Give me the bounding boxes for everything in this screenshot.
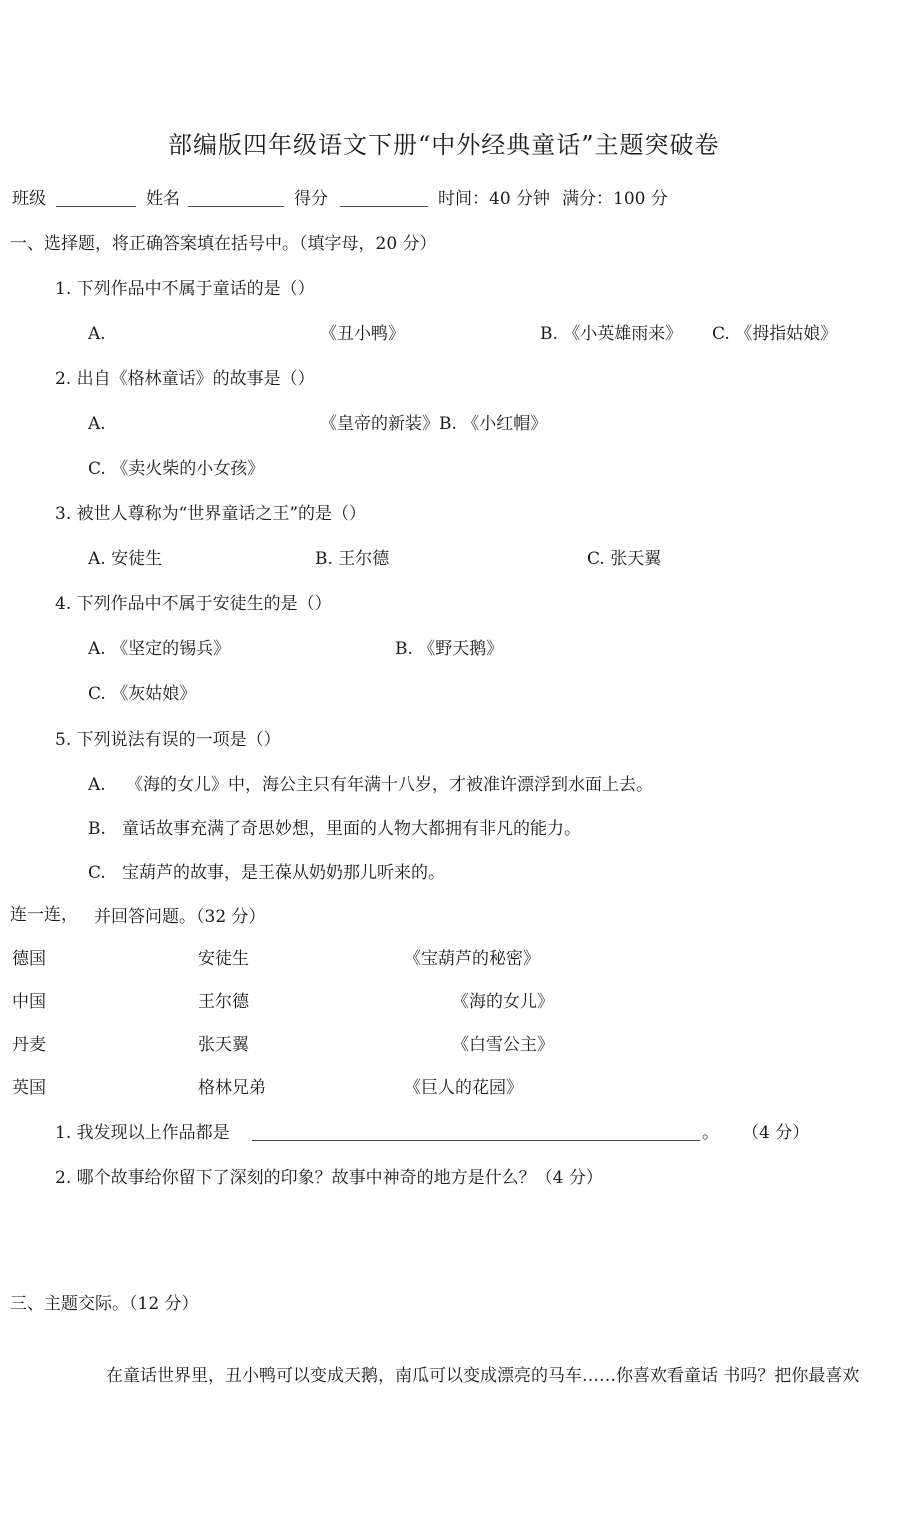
q1-option-c: C. 《拇指姑娘》 bbox=[712, 324, 838, 344]
q4-option-c: C. 《灰姑娘》 bbox=[88, 684, 197, 704]
q5-option-c-label: C. bbox=[88, 863, 106, 883]
class-blank bbox=[56, 192, 136, 207]
q5-option-a-text: 《海的女儿》中，海公主只有年满十八岁，才被准许漂浮到水面上去。 bbox=[126, 775, 653, 795]
author-2: 王尔德 bbox=[198, 992, 249, 1012]
full-score-text: 满分：100 分 bbox=[562, 189, 668, 209]
page-title: 部编版四年级语文下册“中外经典童话”主题突破卷 bbox=[168, 131, 720, 159]
q4-option-b: B. 《野天鹅》 bbox=[395, 639, 504, 659]
country-2: 中国 bbox=[12, 992, 46, 1012]
section2-heading-b: 并回答问题。（32 分） bbox=[94, 907, 266, 927]
score-blank bbox=[340, 192, 428, 207]
q2-option-a-label: A. bbox=[88, 414, 106, 434]
work-3: 《白雪公主》 bbox=[452, 1035, 554, 1055]
section3-heading: 三、主题交际。（12 分） bbox=[10, 1294, 199, 1314]
question-1: 1. 下列作品中不属于童话的是（） bbox=[55, 279, 315, 299]
question-2: 2. 出自《格林童话》的故事是（） bbox=[55, 369, 315, 389]
name-label: 姓名 bbox=[146, 189, 180, 209]
q3-option-a: A. 安徒生 bbox=[88, 549, 163, 569]
q1-option-a-label: A. bbox=[88, 324, 106, 344]
score-label: 得分 bbox=[294, 189, 328, 209]
section3-paragraph: 在童话世界里，丑小鸭可以变成天鹅，南瓜可以变成漂亮的马车……你喜欢看童话 书吗？把你最喜欢 bbox=[106, 1366, 860, 1386]
class-label: 班级 bbox=[12, 189, 46, 209]
work-4: 《巨人的花园》 bbox=[404, 1078, 523, 1098]
q2-option-a-b: 《皇帝的新装》B. 《小红帽》 bbox=[320, 414, 548, 434]
section2-q1-suffix: 。 bbox=[702, 1123, 719, 1143]
section2-q1-blank bbox=[252, 1126, 700, 1141]
q3-option-c: C. 张天翼 bbox=[587, 549, 662, 569]
q5-option-a-label: A. bbox=[88, 775, 106, 795]
section2-q1-points: （4 分） bbox=[742, 1123, 810, 1143]
q4-option-a: A. 《坚定的锡兵》 bbox=[88, 639, 231, 659]
section2-q2: 2. 哪个故事给你留下了深刻的印象？故事中神奇的地方是什么？（4 分） bbox=[55, 1168, 603, 1188]
section2-q1-prefix: 1. 我发现以上作品都是 bbox=[55, 1123, 230, 1143]
work-1: 《宝葫芦的秘密》 bbox=[404, 949, 540, 969]
q1-option-a-text: 《丑小鸭》 bbox=[320, 324, 405, 344]
name-blank bbox=[188, 192, 284, 207]
author-3: 张天翼 bbox=[198, 1035, 249, 1055]
time-text: 时间：40 分钟 bbox=[438, 189, 551, 209]
section1-heading: 一、选择题，将正确答案填在括号中。（填字母，20 分） bbox=[10, 234, 437, 254]
question-5: 5. 下列说法有误的一项是（） bbox=[55, 730, 281, 750]
question-3: 3. 被世人尊称为“世界童话之王”的是（） bbox=[55, 504, 367, 524]
q5-option-b-label: B. bbox=[88, 819, 106, 839]
author-4: 格林兄弟 bbox=[198, 1078, 266, 1098]
country-1: 德国 bbox=[12, 949, 46, 969]
country-4: 英国 bbox=[12, 1078, 46, 1098]
question-4: 4. 下列作品中不属于安徒生的是（） bbox=[55, 594, 332, 614]
country-3: 丹麦 bbox=[12, 1035, 46, 1055]
q5-option-c-text: 宝葫芦的故事，是王葆从奶奶那儿听来的。 bbox=[122, 863, 445, 883]
section2-heading-a: 连一连， bbox=[10, 905, 78, 925]
q1-option-b: B. 《小英雄雨来》 bbox=[540, 324, 683, 344]
q3-option-b: B. 王尔德 bbox=[315, 549, 390, 569]
author-1: 安徒生 bbox=[198, 949, 249, 969]
q2-option-c: C. 《卖火柴的小女孩》 bbox=[88, 459, 265, 479]
q5-option-b-text: 童话故事充满了奇思妙想，里面的人物大都拥有非凡的能力。 bbox=[122, 819, 581, 839]
work-2: 《海的女儿》 bbox=[452, 992, 554, 1012]
